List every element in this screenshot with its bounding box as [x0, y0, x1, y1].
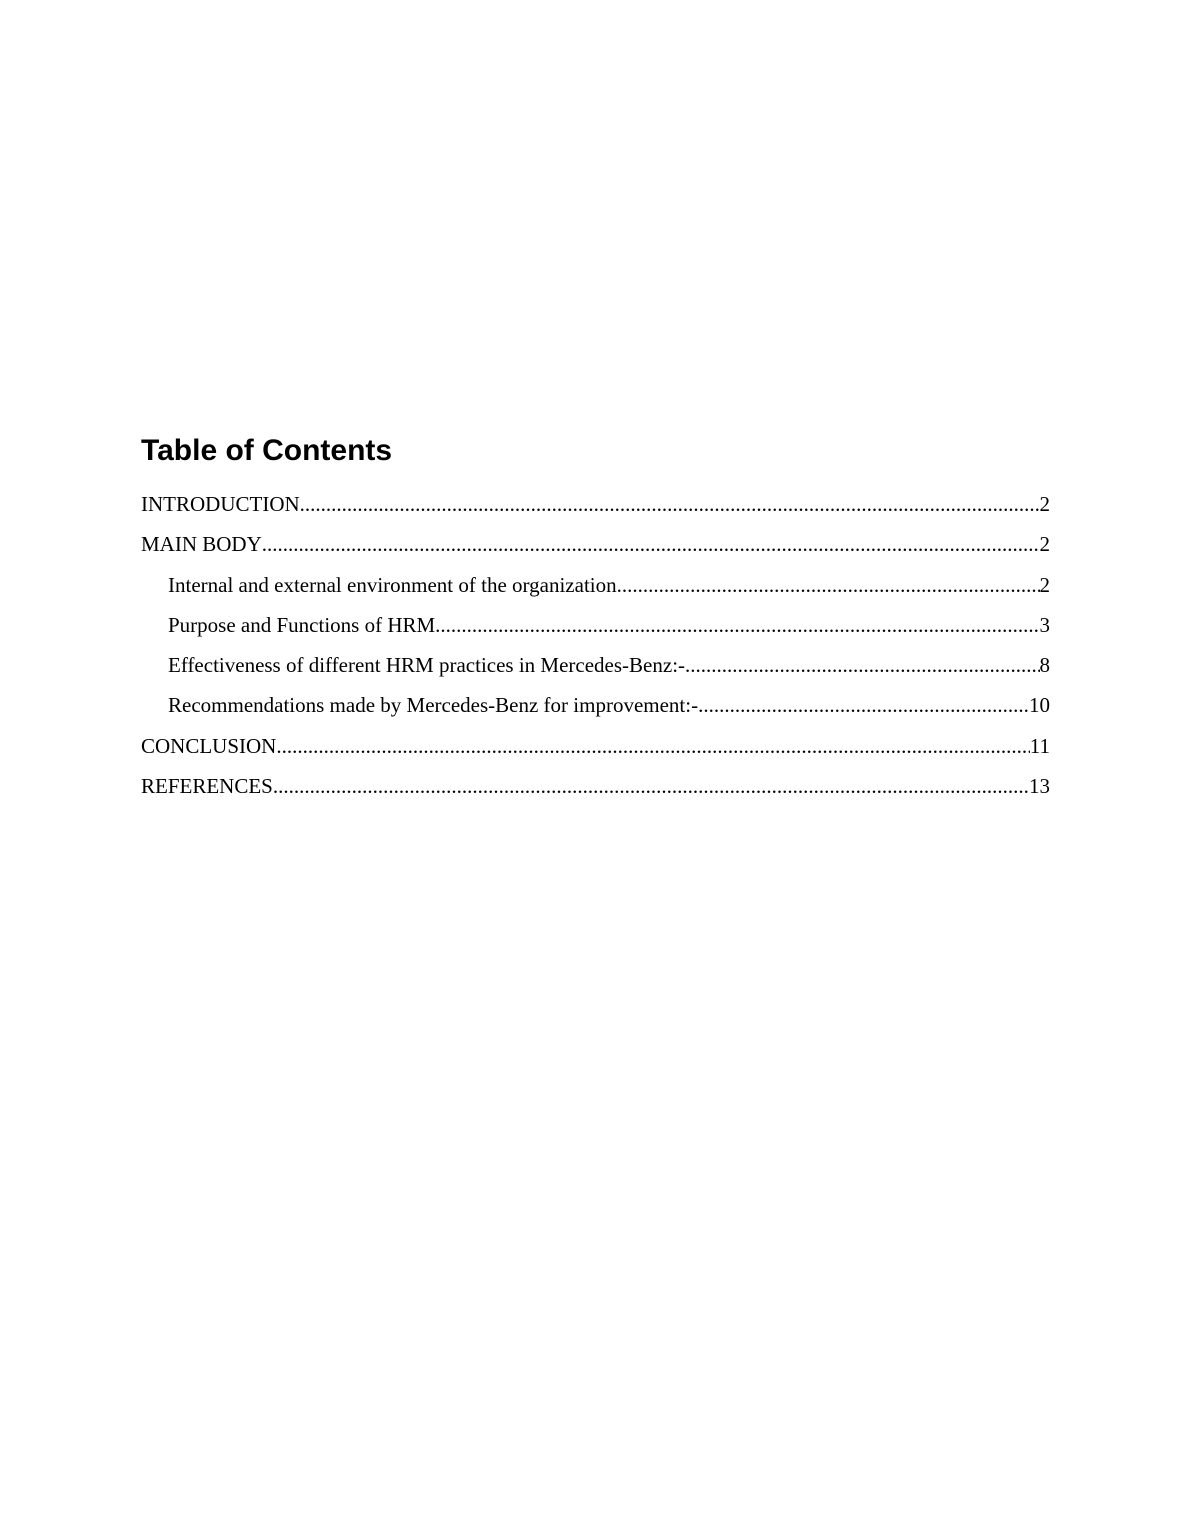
- toc-page-number[interactable]: 13: [1029, 774, 1050, 799]
- toc-dot-leader: [685, 645, 1039, 685]
- toc-page-number[interactable]: 2: [1039, 492, 1050, 516]
- toc-page-number[interactable]: 2: [1039, 572, 1050, 597]
- table-of-contents: [141, 426, 1050, 806]
- toc-entry-text[interactable]: MAIN BODY: [141, 532, 262, 557]
- toc-entry-effectiveness[interactable]: [141, 645, 1050, 685]
- toc-page-number[interactable]: 2: [1039, 532, 1050, 557]
- toc-entry-text[interactable]: Purpose and Functions of HRM: [168, 612, 436, 637]
- toc-entry-text[interactable]: Effectiveness of different HRM practices in Mercedes-Benz:-: [168, 653, 686, 678]
- toc-entry-recommendations[interactable]: [141, 685, 1050, 725]
- toc-entry-references[interactable]: [141, 766, 1050, 806]
- toc-entry-environment[interactable]: [141, 565, 1050, 605]
- toc-dot-leader: [276, 726, 1029, 766]
- toc-entry-text[interactable]: REFERENCES: [141, 774, 273, 799]
- toc-dot-leader: [262, 524, 1040, 564]
- toc-entry-introduction[interactable]: [141, 484, 1050, 524]
- toc-entry-text[interactable]: Internal and external environment of the organization: [168, 572, 617, 597]
- toc-dot-leader: [300, 484, 1040, 524]
- toc-entry-main-body[interactable]: [141, 524, 1050, 564]
- toc-entry-text[interactable]: CONCLUSION: [141, 733, 277, 758]
- toc-dot-leader: [698, 685, 1029, 725]
- toc-page-number[interactable]: 8: [1039, 653, 1050, 678]
- toc-dot-leader: [617, 565, 1040, 605]
- toc-page-number[interactable]: 10: [1029, 693, 1050, 718]
- toc-entry-conclusion[interactable]: [141, 726, 1050, 766]
- toc-dot-leader: [273, 766, 1029, 806]
- toc-entry-text[interactable]: INTRODUCTION: [141, 492, 300, 516]
- toc-entry-purpose-functions[interactable]: [141, 605, 1050, 645]
- toc-page-number[interactable]: 3: [1039, 612, 1050, 637]
- toc-entry-text[interactable]: Recommendations made by Mercedes-Benz for improvement:-: [168, 693, 699, 718]
- toc-list: [141, 484, 1050, 806]
- toc-title: Table of Contents: [141, 434, 393, 467]
- toc-page-number[interactable]: 11: [1029, 733, 1050, 758]
- toc-dot-leader: [435, 605, 1039, 645]
